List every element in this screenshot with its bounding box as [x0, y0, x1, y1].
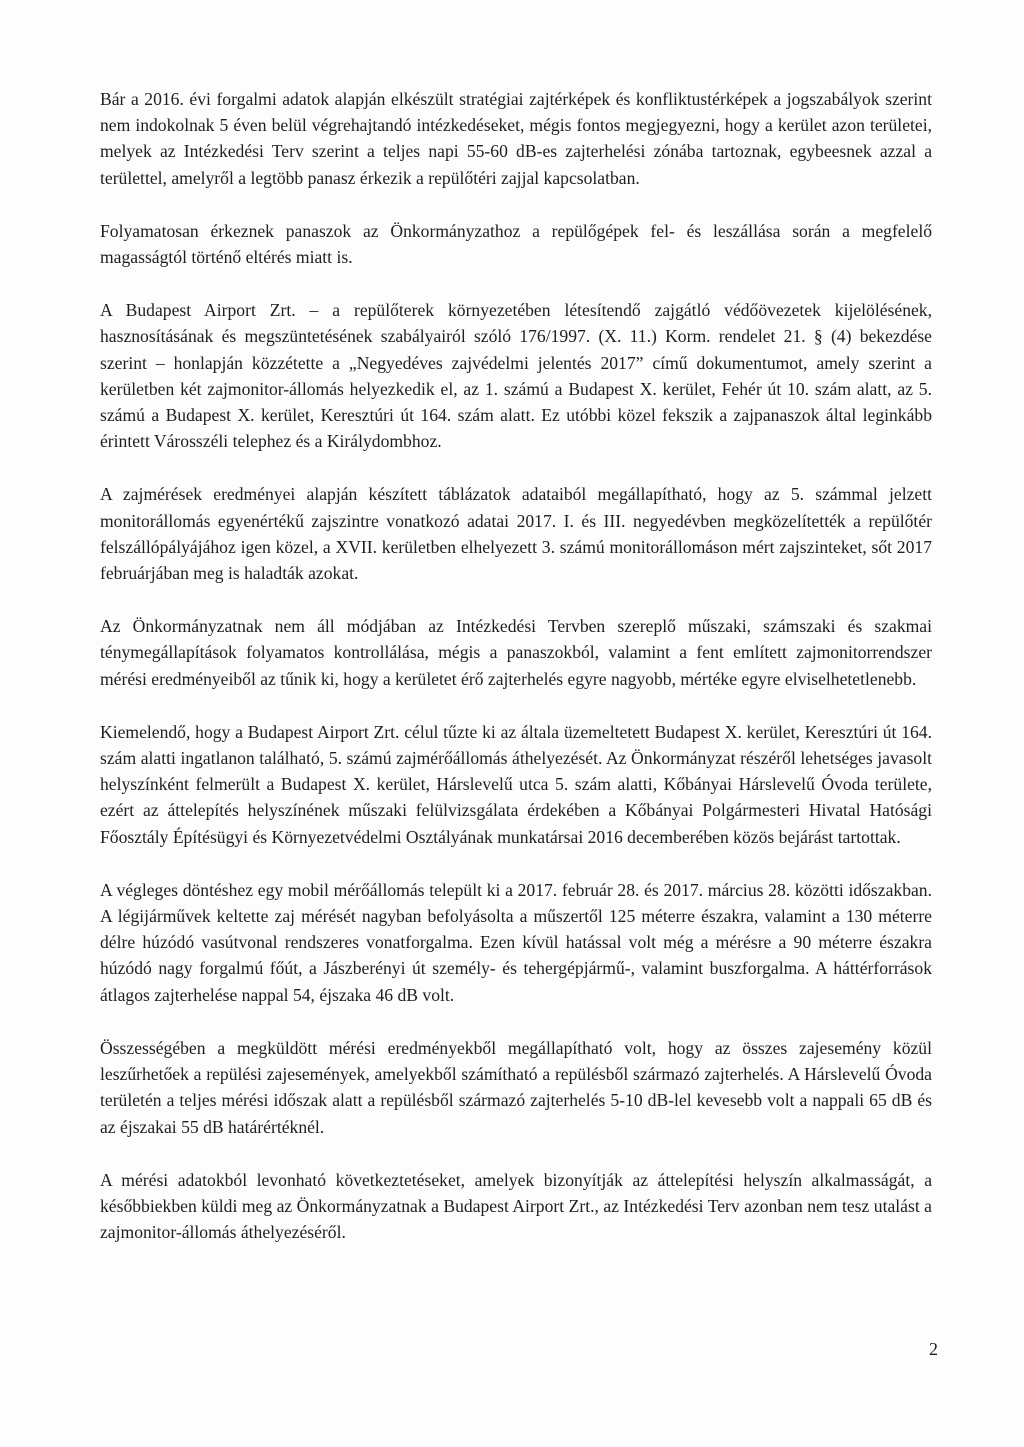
paragraph-2: Folyamatosan érkeznek panaszok az Önkormányzathoz a repülőgépek fel- és leszállása során a megfelelő magasságtól történő eltérés miatt is.	[100, 220, 932, 268]
paragraph-4: A zajmérések eredményei alapján készített táblázatok adataiból megállapítható, hogy az 5. számmal jelzett monitorállomás egyenértékű zajszintre vonatkozó adatai 2017. I. és III. negyedévben megközelítették a repülőtér felszállópályájához igen közel, a XVII. kerületben elhelyezett 3. számú monitorállomáson mért zajszinteket, sőt 2017 februárjában meg is haladták azokat.	[100, 484, 932, 584]
paragraph-5: Az Önkormányzatnak nem áll módjában az Intézkedési Tervben szereplő műszaki, számszaki és szakmai ténymegállapítások folyamatos kontrollálása, mégis a panaszokból, valamint a fent említett zajmonitorrendszer mérési eredményeiből az tűnik ki, hogy a kerületet érő zajterhelés egyre nagyobb, mértéke egyre elviselhetetlenebb.	[100, 616, 932, 689]
paragraph-6: Kiemelendő, hogy a Budapest Airport Zrt. célul tűzte ki az általa üzemeltetett Budapest X. kerület, Keresztúri út 164. szám alatti ingatlanon található, 5. számú zajmérőállomás áthelyezését. Az Önkormányzat részéről lehetséges javasolt helyszínként felmerült a Budapest X. kerület, Hárslevelű utca 5. szám alatti, Kőbányai Hárslevelű Óvoda területe, ezért az áttelepítés helyszínének műszaki felülvizsgálata érdekében a Kőbányai Polgármesteri Hivatal Hatósági Főosztály Építésügyi és Környezetvédelmi Osztályának munkatársai 2016 decemberében közös bejárást tartottak.	[100, 721, 932, 847]
document-body	[100, 86, 932, 1272]
paragraph-3: A Budapest Airport Zrt. – a repülőterek környezetében létesítendő zajgátló védőövezetek kijelölésének, hasznosításának és megszüntetésének szabályairól szóló 176/1997. (X. 11.) Korm. rendelet 21. § (4) bekezdése szerint – honlapján közzétette a „Negyedéves zajvédelmi jelentés 2017” című dokumentumot, amely szerint a kerületben két zajmonitor-állomás helyezkedik el, az 1. számú a Budapest X. kerület, Fehér út 10. szám alatt, az 5. számú a Budapest X. kerület, Keresztúri út 164. szám alatt. Ez utóbbi közel fekszik a zajpanaszok által leginkább érintett Városszéli telephez és a Királydombhoz.	[100, 300, 932, 452]
paragraph-9: A mérési adatokból levonható következtetéseket, amelyek bizonyítják az áttelepítési helyszín alkalmasságát, a későbbiekben küldi meg az Önkormányzatnak a Budapest Airport Zrt., az Intézkedési Terv azonban nem tesz utalást a zajmonitor-állomás áthelyezéséről.	[100, 1169, 932, 1243]
paragraph-8: Összességében a megküldött mérési eredményekből megállapítható volt, hogy az összes zajesemény közül leszűrhetőek a repülési zajesemények, amelyekből számítható a repülésből származó zajterhelés. A Hárslevelű Óvoda területén a teljes mérési időszak alatt a repülésből származó zajterhelés 5-10 dB-lel kevesebb volt a nappali 65 dB és az éjszakai 55 dB határértéknél.	[100, 1037, 932, 1137]
page-number: 2	[929, 1339, 938, 1359]
paragraph-7: A végleges döntéshez egy mobil mérőállomás települt ki a 2017. február 28. és 2017. március 28. közötti időszakban. A légijárművek keltette zaj mérését nagyban befolyásolta a műszertől 125 méterre északra, valamint a 130 méterre délre húzódó vasútvonal rendszeres vonatforgalma. Ezen kívül hatással volt még a mérésre a 90 méterre északra húzódó nagy forgalmú főút, a Jászberényi út személy- és tehergépjármű-, valamint buszforgalma. A háttérforrások átlagos zajterhelése nappal 54, éjszaka 46 dB volt.	[100, 879, 932, 1005]
paragraph-1: Bár a 2016. évi forgalmi adatok alapján elkészült stratégiai zajtérképek és konfliktustérképek a jogszabályok szerint nem indokolnak 5 éven belül végrehajtandó intézkedéseket, mégis fontos megjegyezni, hogy a kerület azon területei, melyek az Intézkedési Terv szerint a teljes napi 55-60 dB-es zajterhelési zónába tartoznak, egybeesnek azzal a területtel, amelyről a legtöbb panasz érkezik a repülőtéri zajjal kapcsolatban.	[100, 89, 932, 188]
